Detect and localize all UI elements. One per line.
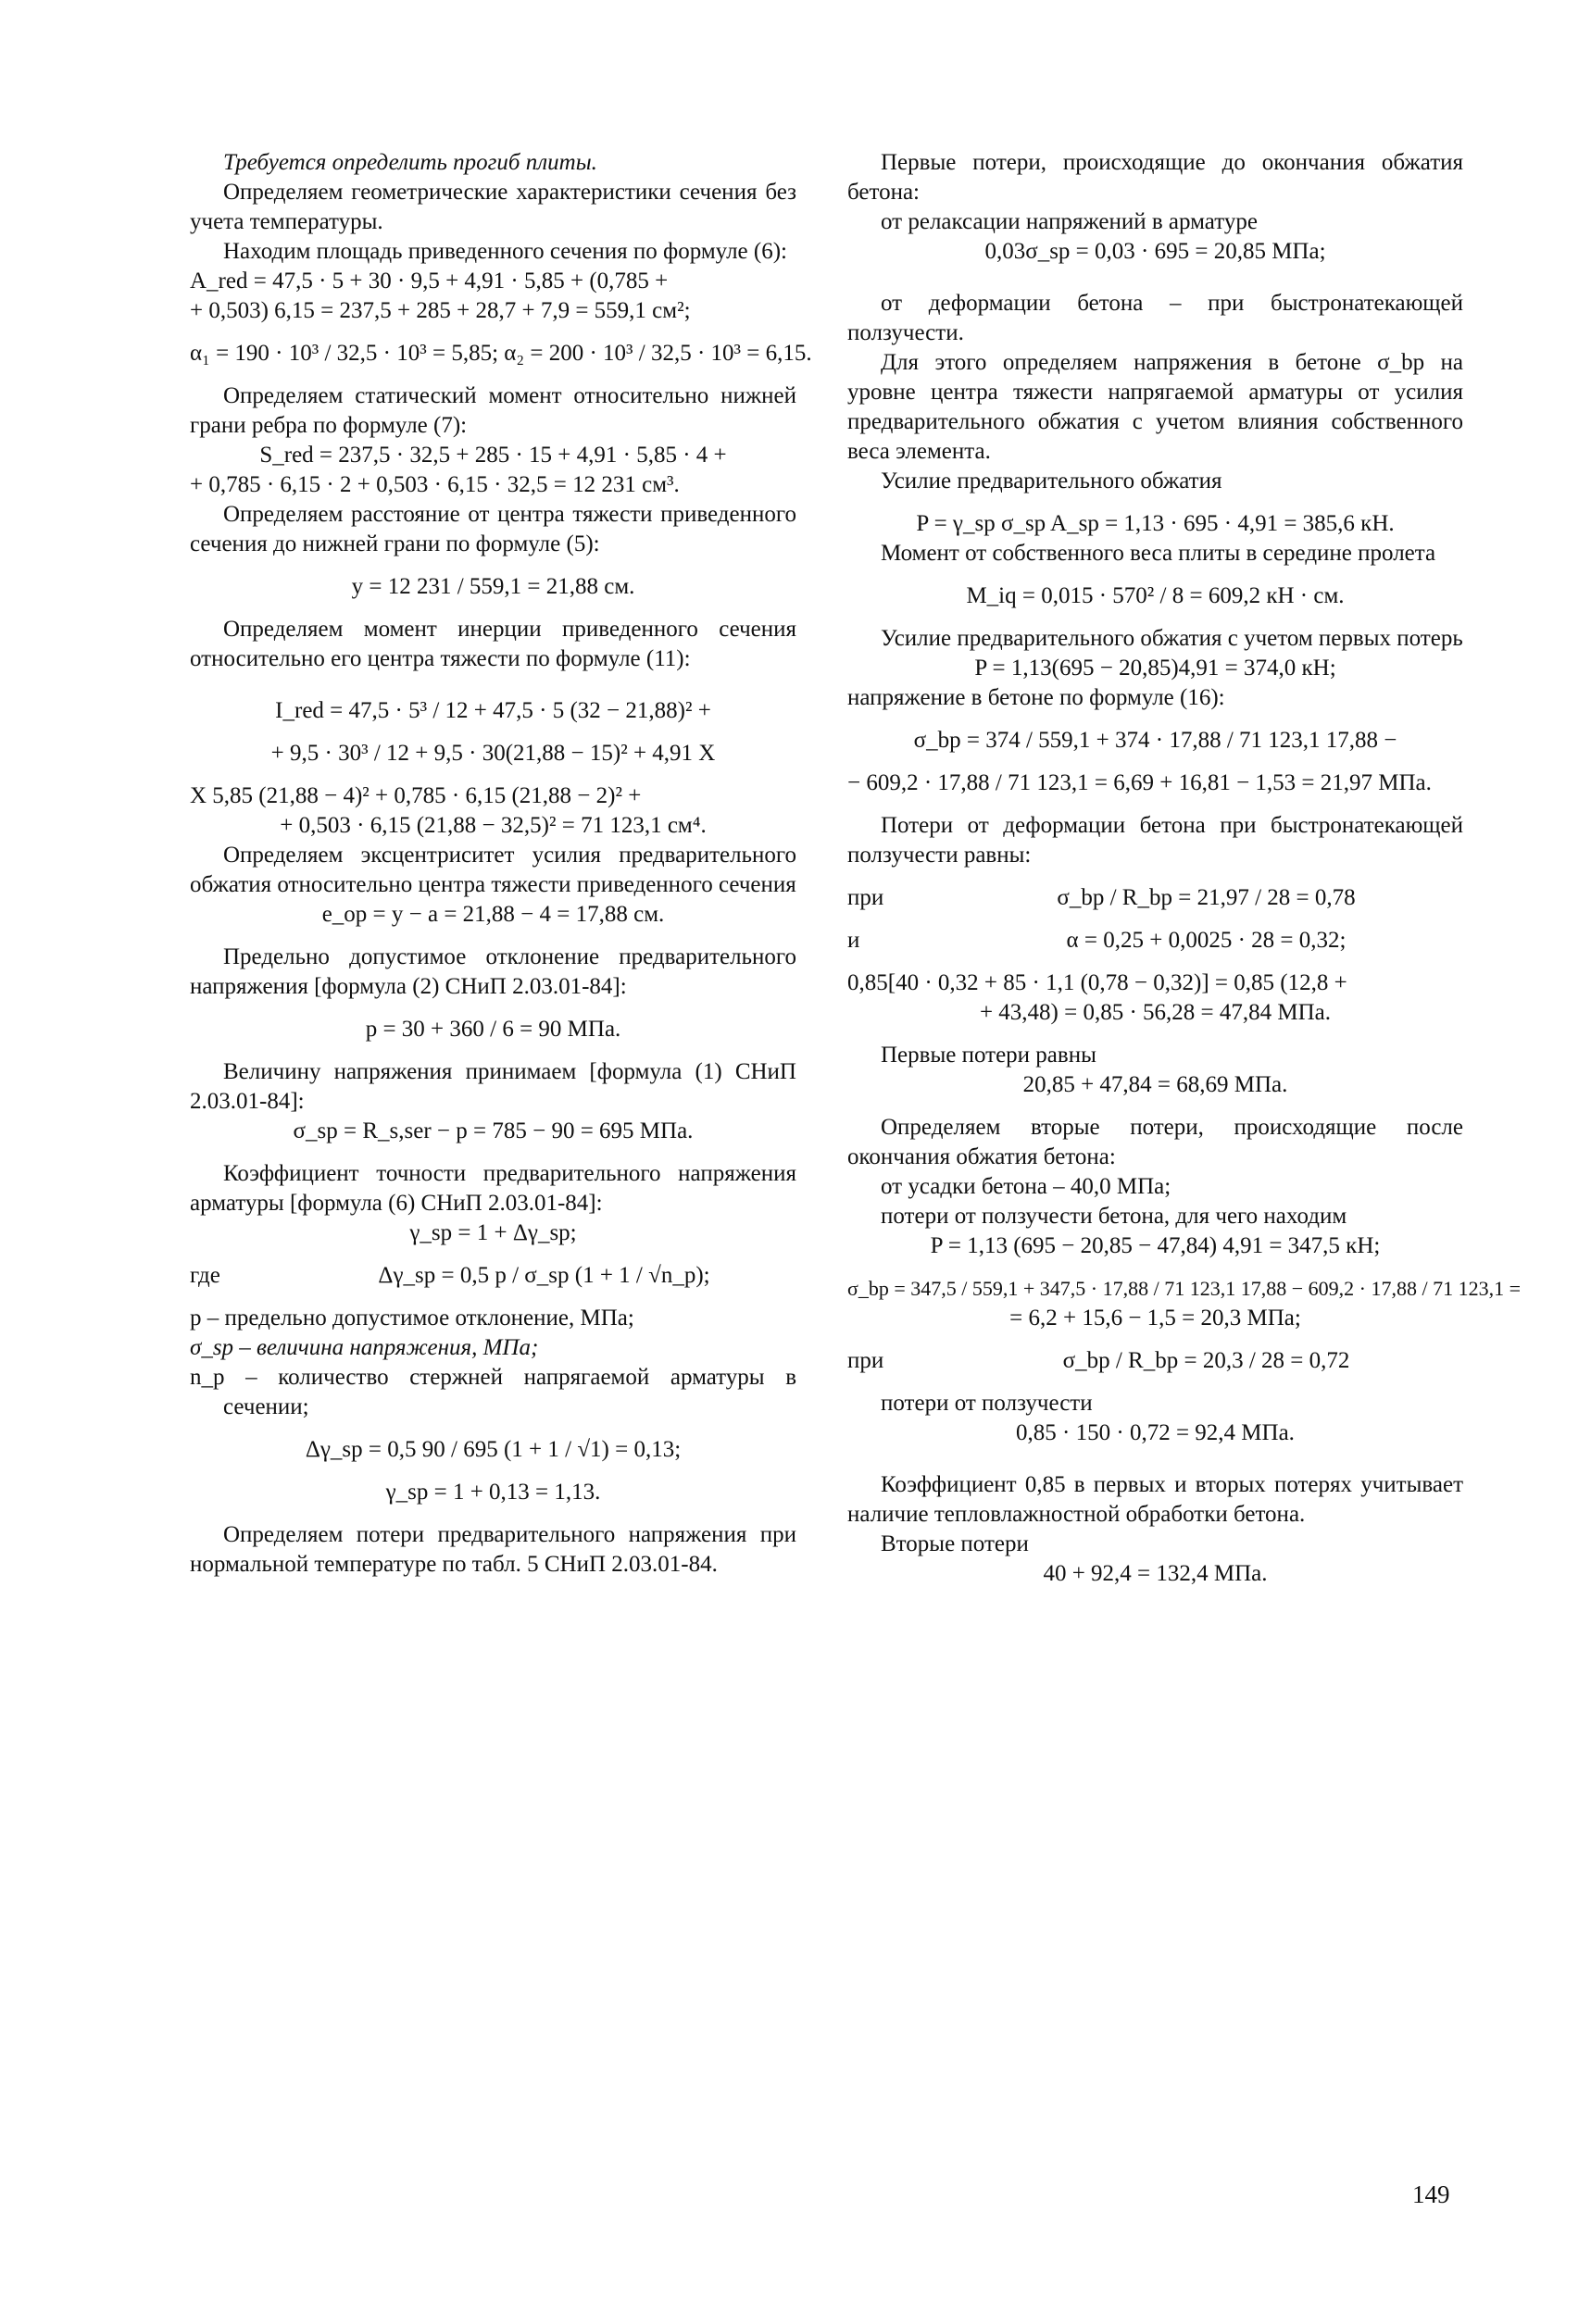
formula-row: [847, 926, 1463, 956]
paragraph: Находим площадь приведенного сечения по формуле (6):: [223, 239, 787, 264]
formula-line: − 609,2 · 17,88 / 71 123,1 = 6,69 + 16,81 − 1,53 = 21,97 МПа.: [847, 770, 1432, 795]
paragraph: Усилие предварительного обжатия: [881, 469, 1222, 494]
formula-line: γ_sp = 1 + Δγ_sp;: [409, 1220, 577, 1245]
label: при: [847, 1348, 884, 1373]
paragraph: Первые потери, происходящие до окончания обжатия бетона:: [847, 150, 1463, 205]
label: и: [847, 928, 860, 953]
formula-line: X 5,85 (21,88 − 4)² + 0,785 · 6,15 (21,88 − 2)² +: [190, 783, 642, 808]
paragraph: Усилие предварительного обжатия с учетом первых потерь: [881, 626, 1463, 651]
formula-line: 0,85[40 · 0,32 + 85 · 1,1 (0,78 − 0,32)] = 0,85 (12,8 +: [847, 970, 1347, 995]
formula-line: 20,85 + 47,84 = 68,69 МПа.: [1022, 1072, 1288, 1097]
formula-line: p = 30 + 360 / 6 = 90 МПа.: [365, 1017, 621, 1042]
formula-line: P = γ_sp σ_sp A_sp = 1,13 · 695 · 4,91 = 385,6 кН.: [916, 511, 1395, 536]
formula-line: e_op = y − a = 21,88 − 4 = 17,88 см.: [321, 902, 665, 927]
paragraph: потери от ползучести бетона, для чего находим: [881, 1204, 1347, 1229]
paragraph: Первые потери равны: [881, 1043, 1096, 1068]
paragraph: Определяем момент инерции приведенного сечения относительно его центра тяжести по формуле (11):: [190, 617, 796, 671]
paragraph: Предельно допустимое отклонение предварительного напряжения [формула (2) СНиП 2.03.01-84]:: [190, 944, 796, 999]
paragraph: Коэффициент 0,85 в первых и вторых потерях учитывает наличие тепловлажностной обработки бетона.: [847, 1472, 1463, 1527]
formula-line: σ_bp / R_bp = 21,97 / 28 = 0,78: [1057, 885, 1356, 910]
formula-line: σ_sp = R_s,ser − p = 785 − 90 = 695 МПа.: [293, 1118, 694, 1143]
formula-line: 0,03σ_sp = 0,03 · 695 = 20,85 МПа;: [984, 239, 1326, 264]
formula-line: + 43,48) = 0,85 · 56,28 = 47,84 МПа.: [979, 1000, 1332, 1025]
formula-line: = 6,2 + 15,6 − 1,5 = 20,3 МПа;: [1009, 1306, 1301, 1331]
formula-line: σ_bp = 347,5 / 559,1 + 347,5 · 17,88 / 71 123,1 17,88 − 609,2 · 17,88 / 71 123,1 =: [847, 1277, 1521, 1300]
formula-row: [847, 883, 1463, 913]
paragraph: потери от ползучести: [881, 1391, 1093, 1416]
formula-line: σ_bp = 374 / 559,1 + 374 · 17,88 / 71 123,1 17,88 −: [913, 728, 1397, 753]
left-column: [190, 148, 812, 1580]
formula-line: + 9,5 · 30³ / 12 + 9,5 · 30(21,88 − 15)² + 4,91 X: [270, 741, 716, 766]
label: где: [190, 1263, 220, 1288]
paragraph: напряжение в бетоне по формуле (16):: [847, 685, 1225, 710]
paragraph: Определяем расстояние от центра тяжести приведенного сечения до нижней грани по формуле (5):: [190, 502, 796, 556]
right-column: [847, 148, 1521, 1589]
paragraph: от деформации бетона – при быстронатекающей ползучести.: [847, 291, 1463, 345]
definition: σ_sp – величина напряжения, МПа;: [190, 1335, 539, 1360]
formula-line: I_red = 47,5 · 5³ / 12 + 47,5 · 5 (32 − 21,88)² +: [275, 698, 711, 723]
page-number: 149: [1412, 2180, 1450, 2208]
formula-line: α = 0,25 + 0,0025 · 28 = 0,32;: [1066, 928, 1347, 953]
formula-line: P = 1,13(695 − 20,85)4,91 = 374,0 кН;: [974, 656, 1336, 681]
paragraph: от усадки бетона – 40,0 МПа;: [881, 1174, 1171, 1199]
formula-line: + 0,503 · 6,15 (21,88 − 32,5)² = 71 123,1 см⁴.: [280, 813, 707, 838]
formula-line: σ_bp / R_bp = 20,3 / 28 = 0,72: [1062, 1348, 1350, 1373]
formula-line: 40 + 92,4 = 132,4 МПа.: [1043, 1561, 1268, 1586]
paragraph: Момент от собственного веса плиты в середине пролета: [881, 541, 1436, 566]
formula-row: [847, 1346, 1463, 1376]
paragraph: Величину напряжения принимаем [формула (1) СНиП 2.03.01-84]:: [190, 1059, 796, 1114]
formula-line: A_red = 47,5 · 5 + 30 · 9,5 + 4,91 · 5,85 + (0,785 +: [190, 269, 669, 294]
formula-line: γ_sp = 1 + 0,13 = 1,13.: [385, 1480, 601, 1505]
paragraph: Определяем статический момент относительно нижней грани ребра по формуле (7):: [190, 383, 796, 438]
formula-line: + 0,503) 6,15 = 237,5 + 285 + 28,7 + 7,9 = 559,1 см²;: [190, 298, 691, 323]
formula-line: P = 1,13 (695 − 20,85 − 47,84) 4,91 = 347,5 кН;: [930, 1233, 1381, 1258]
formula-line: S_red = 237,5 · 32,5 + 285 · 15 + 4,91 · 5,85 · 4 +: [259, 443, 727, 468]
paragraph: Определяем вторые потери, происходящие после окончания обжатия бетона:: [847, 1115, 1463, 1169]
definition: p – предельно допустимое отклонение, МПа;: [190, 1306, 634, 1331]
paragraph: Потери от деформации бетона при быстронатекающей ползучести равны:: [847, 813, 1463, 868]
paragraph: Для этого определяем напряжения в бетоне σ_bp на уровне центра тяжести напрягаемой арматуры от усилия предварительного обжатия с учетом влияния собственного веса элемента.: [847, 350, 1463, 464]
paragraph: Требуется определить прогиб плиты.: [223, 150, 597, 175]
paragraph: Определяем геометрические характеристики сечения без учета температуры.: [190, 180, 796, 234]
formula-row: [190, 1261, 796, 1291]
definition: n_p – количество стержней напрягаемой арматуры в сечении;: [190, 1365, 796, 1419]
formula-line: Δγ_sp = 0,5 90 / 695 (1 + 1 / √1) = 0,13;: [305, 1437, 682, 1462]
paragraph: Коэффициент точности предварительного напряжения арматуры [формула (6) СНиП 2.03.01-84]:: [190, 1161, 796, 1216]
paragraph: Вторые потери: [881, 1531, 1029, 1556]
formula-line: M_iq = 0,015 · 570² / 8 = 609,2 кН · см.: [966, 583, 1345, 608]
paragraph: от релаксации напряжений в арматуре: [881, 209, 1258, 234]
paragraph: Определяем эксцентриситет усилия предварительного обжатия относительно центра тяжести приведенного сечения: [190, 843, 796, 897]
formula-line: Δγ_sp = 0,5 p / σ_sp (1 + 1 / √n_p);: [378, 1263, 710, 1288]
formula-line: 0,85 · 150 · 0,72 = 92,4 МПа.: [1016, 1420, 1295, 1445]
formula-line: + 0,785 · 6,15 · 2 + 0,503 · 6,15 · 32,5 = 12 231 см³.: [190, 472, 680, 497]
formula-line: y = 12 231 / 559,1 = 21,88 см.: [351, 574, 635, 599]
paragraph: Определяем потери предварительного напряжения при нормальной температуре по табл. 5 СНиП 2.03.01-84.: [190, 1522, 796, 1577]
label: при: [847, 885, 884, 910]
formula-line: α₁ = 190 · 10³ / 32,5 · 10³ = 5,85; α₂ = 200 · 10³ / 32,5 · 10³ = 6,15.: [190, 341, 812, 366]
